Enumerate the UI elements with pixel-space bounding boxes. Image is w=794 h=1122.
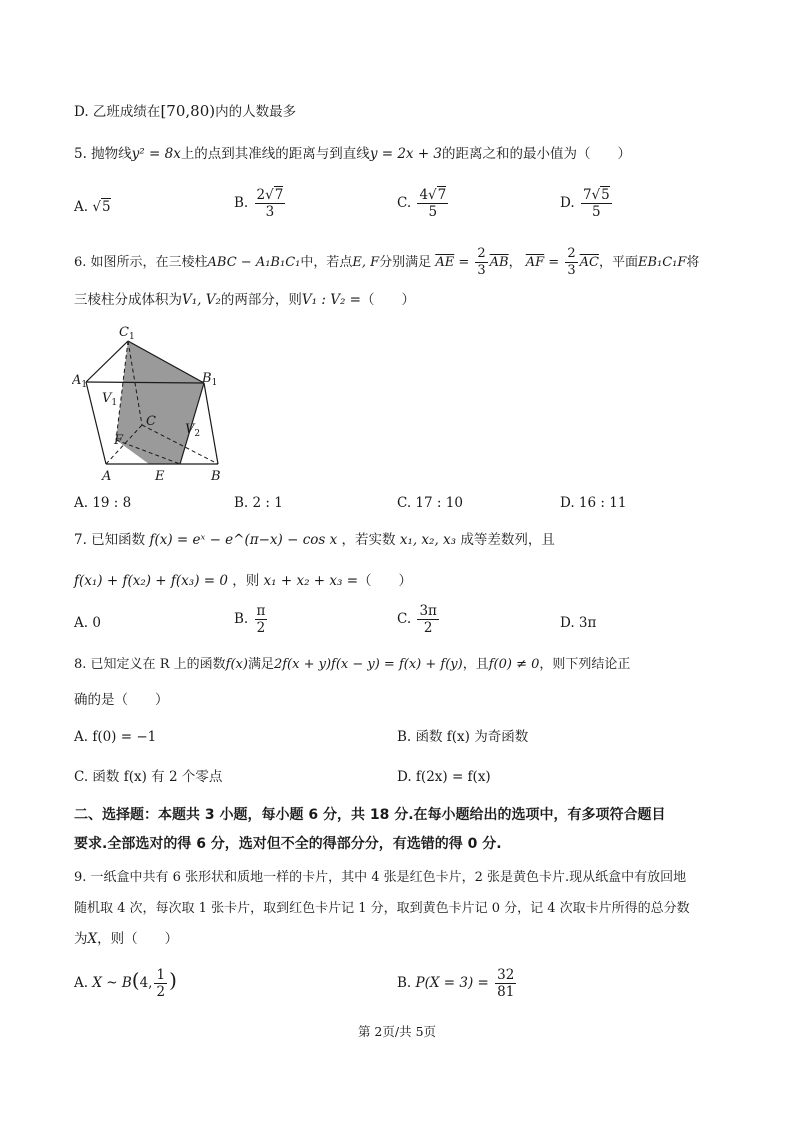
section-2-heading-line1: 二、选择题：本题共 3 小题，每小题 6 分，共 18 分.在每小题给出的选项中，有多项符合题目 <box>74 807 666 823</box>
label-f: F <box>114 433 124 448</box>
q5-stem: 5. 抛物线y² = 8x上的点到其准线的距离与到直线y = 2x + 3的距离之和的最小值为（ ） <box>74 146 632 162</box>
label-c1: $C_1$ <box>119 325 135 342</box>
q9-option-b: B. P(X = 3) = $\frac{32}{81}$ <box>397 967 515 1000</box>
label-v2: $V_2$ <box>185 422 201 439</box>
q7-line2: f(x₁) + f(x₂) + f(x₃) = 0 ，则 x₁ + x₂ + x₃ =（ ） <box>74 573 413 589</box>
q5-option-a: A. √5 <box>74 199 111 215</box>
label-a1: $A_1$ <box>72 373 88 390</box>
q5-option-d: D. $\frac{7√5}{5}$ <box>560 187 610 220</box>
q8-option-b: B. 函数 f(x) 为奇函数 <box>397 729 529 745</box>
edge-b1-b <box>204 383 218 464</box>
q7-line1: 7. 已知函数 f(x) = eˣ − e^(π−x) − cos x ，若实数 x₁, x₂, x₃ 成等差数列，且 <box>74 532 555 548</box>
label-a: A <box>102 469 112 484</box>
prism-figure <box>72 320 232 485</box>
q7-option-b: B. $\frac{\pi}{2}$ <box>234 603 266 636</box>
label-v1: $V_1$ <box>102 391 118 408</box>
q5-option-c: C. $\frac{4√7}{5}$ <box>397 187 447 220</box>
q7-option-d: D. 3π <box>560 615 597 631</box>
q8-option-a: A. f(0) = −1 <box>74 729 157 745</box>
q9-option-a: A. X ~ B(4, $\frac{1}{2}$ ) <box>74 967 177 1000</box>
page-footer: 第 2页/共 5页 <box>357 1024 437 1039</box>
q7-option-c: C. $\frac{3\pi}{2}$ <box>397 603 437 636</box>
q6-option-d: D. 16 : 11 <box>560 495 627 511</box>
label-b: B <box>211 469 221 484</box>
q6-line2: 三棱柱分成体积为V₁, V₂的两部分，则V₁ : V₂ =（ ） <box>74 292 415 308</box>
q4-option-d: D. 乙班成绩在[70,80)内的人数最多 <box>74 102 297 120</box>
section-plane <box>116 341 204 464</box>
q6-option-c: C. 17 : 10 <box>397 495 463 511</box>
label-c: C <box>146 414 156 429</box>
q8-line1: 8. 已知定义在 R 上的函数f(x)满足2f(x + y)f(x − y) = f(x) + f(y)，且f(0) ≠ 0，则下列结论正 <box>74 657 631 672</box>
label-e: E <box>155 469 165 484</box>
edge-a1-c1 <box>86 341 128 382</box>
q9-line3: 为X，则（ ） <box>74 931 179 947</box>
q5-option-b: B. $\frac{2√7}{3}$ <box>234 187 284 220</box>
q4-interval: [70,80) <box>160 102 216 120</box>
q9-line1: 9. 一纸盒中共有 6 张形状和质地一样的卡片，其中 4 张是红色卡片，2 张是黄色卡片.现从纸盒中有放回地 <box>74 870 687 885</box>
q7-option-a: A. 0 <box>74 615 101 631</box>
section-2-heading-line2: 要求.全部选对的得 6 分，选对但不全的得部分分，有选错的得 0 分. <box>74 836 502 852</box>
q9-line2: 随机取 4 次，每次取 1 张卡片，取到红色卡片记 1 分，取到黄色卡片记 0 分，记 4 次取卡片所得的总分数 <box>74 901 690 916</box>
q8-option-d: D. f(2x) = f(x) <box>397 769 491 785</box>
q6-option-a: A. 19 : 8 <box>74 495 132 511</box>
q6-option-b: B. 2 : 1 <box>234 495 283 511</box>
q8-line2: 确的是（ ） <box>74 692 169 708</box>
label-b1: $B_1$ <box>202 371 218 388</box>
q8-option-c: C. 函数 f(x) 有 2 个零点 <box>74 769 223 785</box>
q6-line1: 6. 如图所示，在三棱柱ABC − A₁B₁C₁中，若点E, F分别满足 $\overline{AE}$ = $\frac{2}{3}$ $\overline{AB}$， $\overline{AF}$ = $\frac{2}{3}$ $\overline{AC}$，平面EB₁C₁F将 <box>74 246 700 278</box>
